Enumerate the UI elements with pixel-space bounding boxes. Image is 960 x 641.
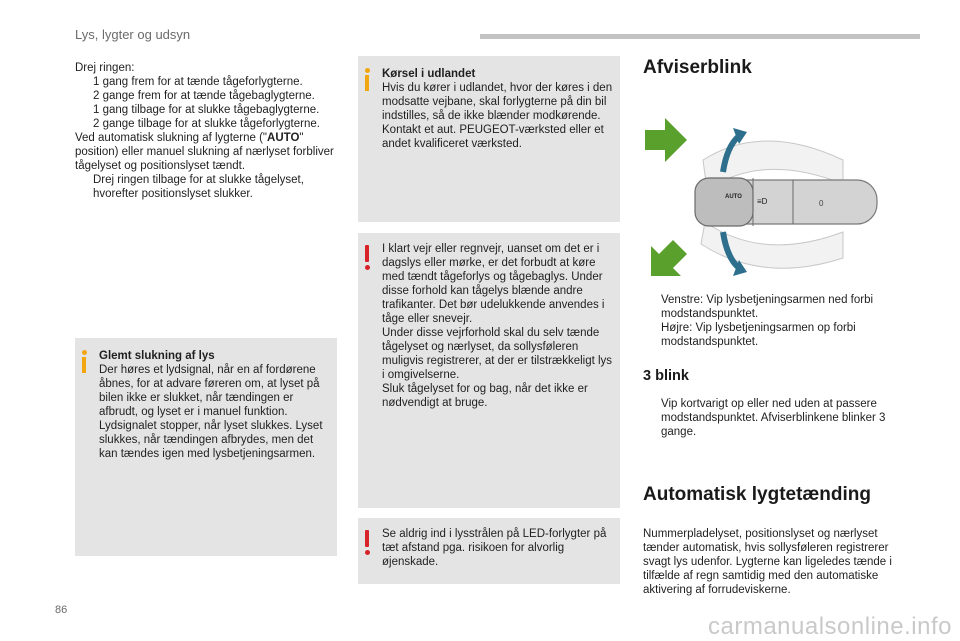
- auto-lights-text: Nummerpladelyset, positionslyset og nærlyset tænder automatisk, hvis sollysføleren registrerer svagt lys udenfor. Lygterne kan ligeledes tænde i tilfælde af regn samtidig med den automatiske aktivering af forrudeviskerne.: [643, 528, 892, 596]
- heading-automatisk-lygtetaending: Automatisk lygtetænding: [643, 484, 872, 505]
- watermark: carmanualsonline.info: [708, 613, 952, 640]
- warning-box-fog-usage: [358, 233, 620, 508]
- bullet-marker: [643, 397, 661, 439]
- intro-text: Drej ringen:: [75, 62, 135, 74]
- box-text: Der høres et lydsignal, når en af fordørene åbnes, for at advare føreren om, at lyset på bilen ikke er slukket, når tændingen er afbrudt, og lyset er i manuel funktion. Lydsignalet stopper, når lyset slukkes. Lyset slukkes, når tændingen afbrydes, men det kan tændes igen med lysbetjeningsarmen.: [99, 364, 323, 460]
- list-item: 1 gang frem for at tænde tågeforlygterne.: [75, 75, 337, 89]
- stalk-lower: [701, 222, 843, 268]
- list-item: Højre: Vip lysbetjeningsarmen op forbi modstandspunktet.: [643, 321, 908, 349]
- bullet-marker: [643, 321, 661, 349]
- box-text: Se aldrig ind i lysstrålen på LED-forlygter på tæt afstand pga. risikoen for alvorlig øjenskade.: [382, 528, 607, 568]
- info-icon: [364, 68, 370, 91]
- page-number: 86: [55, 604, 68, 616]
- bullet-marker: [75, 103, 93, 117]
- list-item: 2 gange frem for at tænde tågebaglygterne.: [75, 89, 337, 103]
- lamp-label: ≡D: [757, 197, 768, 206]
- off-label: 0: [819, 199, 824, 208]
- warning-icon: [364, 530, 370, 555]
- info-icon: [81, 350, 87, 373]
- list-item: Venstre: Vip lysbetjeningsarmen ned forbi modstandspunktet.: [643, 293, 908, 321]
- section-title: Lys, lygter og udsyn: [75, 27, 191, 42]
- info-box-forgotten-lights: [75, 338, 337, 556]
- green-arrow-down-left-icon: [651, 240, 687, 276]
- warning-icon: [364, 245, 370, 270]
- warning-box-led: [358, 518, 620, 584]
- box-title: Glemt slukning af lys: [99, 350, 215, 362]
- fog-light-instructions: [75, 61, 337, 201]
- indicator-stalk-illustration: [643, 112, 893, 287]
- info-box-driving-abroad: [358, 56, 620, 222]
- heading-3-blink: 3 blink: [643, 368, 689, 384]
- afviserblink-list: [643, 293, 908, 349]
- bullet-marker: [643, 293, 661, 321]
- box-text-2: Under disse vejrforhold skal du selv tænde tågelyset og nærlyset, da sollysføleren muligvis registrerer, at der er tilstrækkeligt lys i omgivelserne.: [382, 327, 613, 381]
- bullet-marker: [75, 89, 93, 103]
- auto-paragraph: Ved automatisk slukning af lygterne ("AUTO" position) eller manuel slukning af nærlyset forbliver tågelyset og positionslyset tændt.: [75, 132, 334, 172]
- list-item: Drej ringen tilbage for at slukke tågelyset, hvorefter positionslyset slukker.: [75, 173, 337, 201]
- box-text: Hvis du kører i udlandet, hvor der køres i den modsatte vejbane, skal forlygterne på din bil indstilles, så de ikke blænder modkørende.: [382, 82, 613, 122]
- header-bar: [480, 34, 920, 39]
- tre-blink-list: [643, 397, 908, 439]
- box-text-3: Sluk tågelyset for og bag, når det ikke er nødvendigt at bruge.: [382, 383, 588, 409]
- list-item: Vip kortvarigt op eller ned uden at passere modstandspunktet. Afviserblinkene blinker 3 gange.: [643, 397, 908, 439]
- bullet-marker: [75, 75, 93, 89]
- box-title: Kørsel i udlandet: [382, 68, 476, 80]
- bullet-marker: [75, 173, 93, 201]
- auto-label: AUTO: [725, 194, 742, 200]
- list-item: 2 gange tilbage for at slukke tågeforlygterne.: [75, 117, 337, 131]
- green-arrow-right-icon: [645, 118, 687, 162]
- bullet-marker: [75, 117, 93, 131]
- box-text: I klart vejr eller regnvejr, uanset om det er i dagslys eller mørke, er det forbudt at køre med tændt tågeforlys og tågebaglys. Under disse forhold kan tågelys blænde andre trafikanter. Det bør udelukkende anvendes i tåge eller snevejr.: [382, 243, 605, 325]
- box-text-2: Kontakt et aut. PEUGEOT-værksted eller et andet kvalificeret værksted.: [382, 124, 604, 150]
- heading-afviserblink: Afviserblink: [643, 57, 752, 78]
- list-item: 1 gang tilbage for at slukke tågebaglygterne.: [75, 103, 337, 117]
